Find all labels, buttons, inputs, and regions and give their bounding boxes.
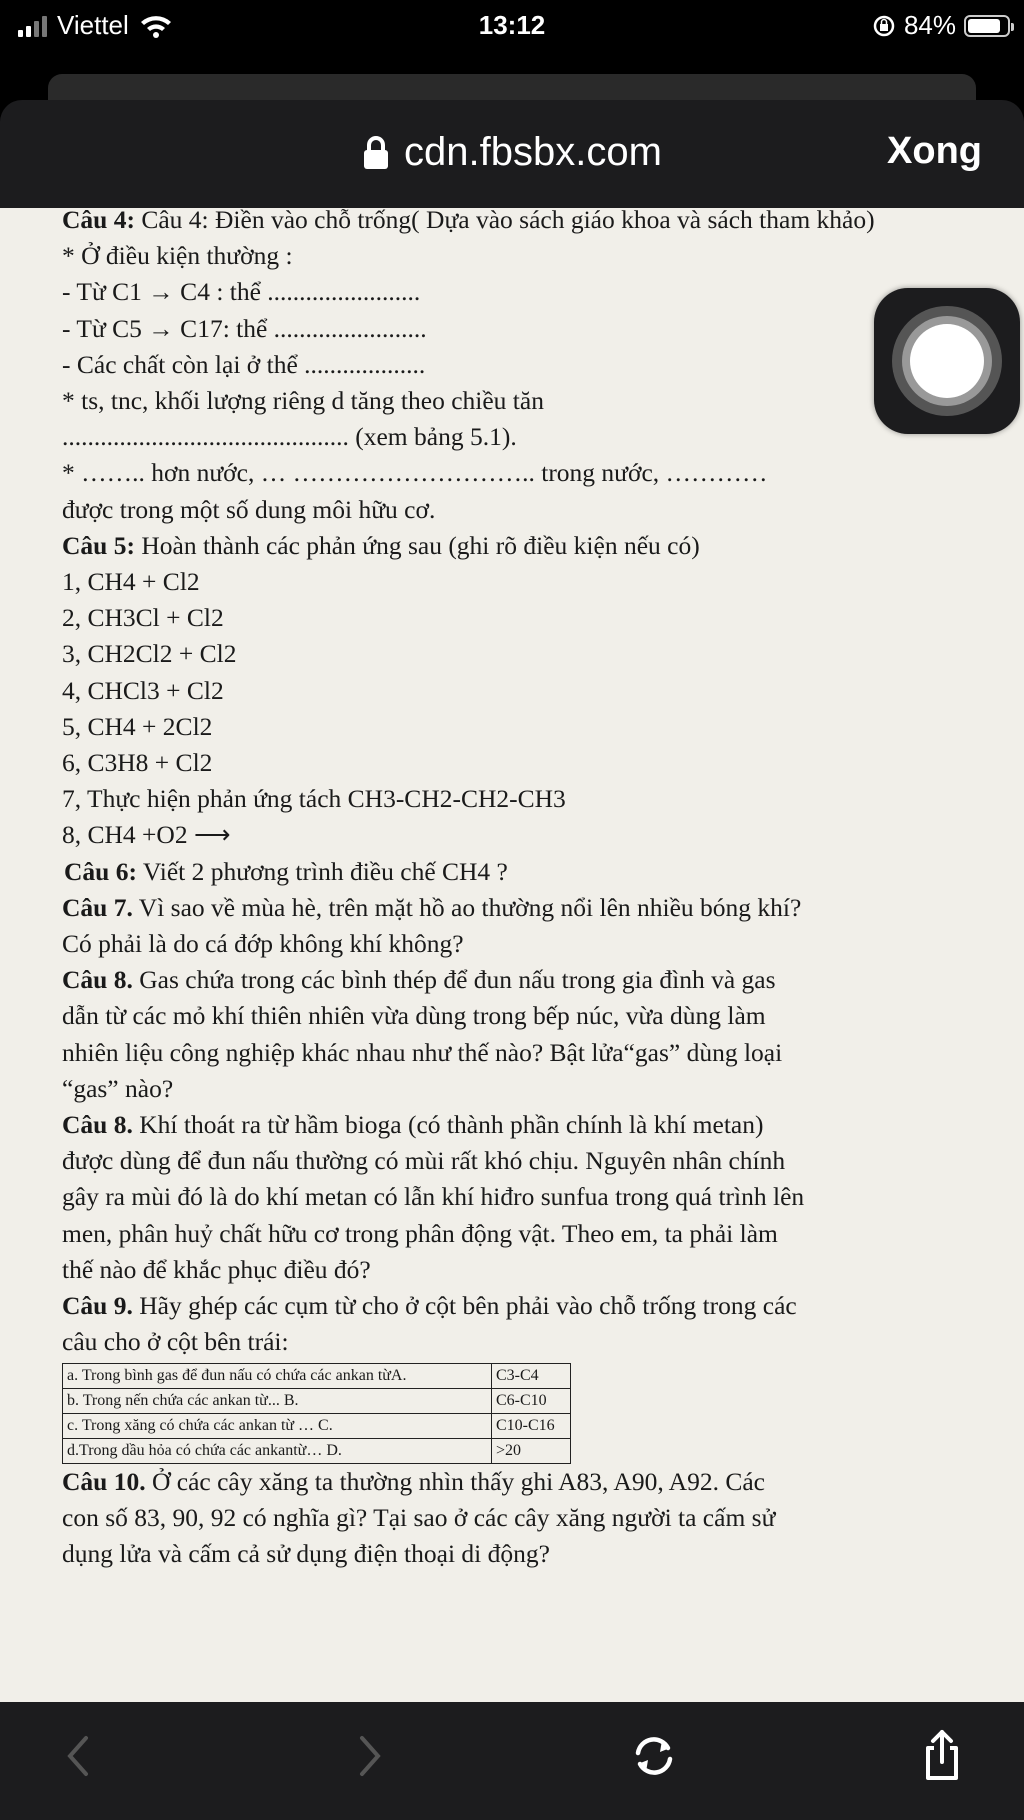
document-view[interactable] xyxy=(0,208,1024,1702)
q8b-line: được dùng để đun nấu thường có mùi rất khó chịu. Nguyên nhân chính xyxy=(62,1146,786,1176)
q5-title: Câu 5: xyxy=(62,530,135,560)
q9-title: Câu 9. xyxy=(62,1291,133,1321)
table-row xyxy=(63,1388,571,1413)
doc-line: * …….. hơn nước, … ……………………….. trong nước, ………… xyxy=(62,458,768,488)
table-row xyxy=(63,1363,571,1388)
q8a-line xyxy=(62,962,962,998)
doc-line: ............................................. (xem bảng 5.1). xyxy=(62,422,517,452)
reaction: 2, CH3Cl + Cl2 xyxy=(62,603,224,633)
doc-line: * ts, tnc, khối lượng riêng d tăng theo chiều tăn xyxy=(62,386,544,416)
doc-line: Câu 4: Điền vào chỗ trống( Dựa vào sách giáo khoa và sách tham khảo) xyxy=(141,208,875,234)
chevron-left-icon[interactable] xyxy=(48,1726,108,1786)
q10-text: Ở các cây xăng ta thường nhìn thấy ghi A83, A90, A92. Các xyxy=(145,1466,765,1496)
carrier-name: Viettel xyxy=(57,10,129,40)
q5-heading xyxy=(62,528,962,564)
share-icon[interactable] xyxy=(912,1726,972,1786)
q6-title: Câu 6: xyxy=(64,856,137,886)
q8b-line xyxy=(62,1107,962,1143)
status-bar xyxy=(0,0,1024,52)
table-row xyxy=(63,1413,571,1438)
table-cell-left: c. Trong xăng có chứa các ankan từ … C. xyxy=(63,1413,492,1438)
doc-line: - Từ C1 → C4 : thể ........................ xyxy=(62,277,421,307)
doc-line: - Các chất còn lại ở thể ................... xyxy=(62,349,426,379)
chevron-right-icon[interactable] xyxy=(340,1726,400,1786)
q10-title: Câu 10. xyxy=(62,1466,146,1496)
address-field[interactable] xyxy=(0,130,1024,175)
table-cell-right: C3-C4 xyxy=(492,1363,571,1388)
reaction: 6, C3H8 + Cl2 xyxy=(62,748,213,778)
url-text: cdn.fbsbx.com xyxy=(404,130,662,174)
q10-line xyxy=(62,1464,962,1500)
orientation-lock-icon xyxy=(872,14,896,38)
q7-title: Câu 7. xyxy=(62,892,133,922)
q8a-line: “gas” nào? xyxy=(62,1073,174,1103)
q5-text: Hoàn thành các phản ứng sau (ghi rõ điều kiện nếu có) xyxy=(134,530,700,560)
q4-title: Câu 4: Câu 4: Điền vào chỗ trống( Dựa vào sách giáo khoa và sách tham khảo) xyxy=(62,208,962,238)
battery-percent: 84% xyxy=(903,10,956,40)
doc-line: - Từ C5 → C17: thể ........................ xyxy=(62,313,427,343)
doc-line: * Ở điều kiện thường : xyxy=(62,241,293,271)
q7-line xyxy=(62,890,962,926)
document-page xyxy=(62,208,962,1572)
q8b-text: Khí thoát ra từ hầm bioga (có thành phần chính là khí metan) xyxy=(132,1110,764,1140)
q6-text: Viết 2 phương trình điều chế CH4 ? xyxy=(136,856,508,886)
matching-table xyxy=(62,1363,571,1464)
q8b-line: gây ra mùi đó là do khí metan có lẫn khí hiđro sunfua trong quá trình lên xyxy=(62,1182,805,1212)
table-cell-left: b. Trong nến chứa các ankan từ... B. xyxy=(63,1388,492,1413)
clock: 13:12 xyxy=(478,10,546,40)
reaction: 5, CH4 + 2Cl2 xyxy=(62,711,213,741)
q10-line: dụng lửa và cấm cả sử dụng điện thoại di động? xyxy=(62,1538,550,1568)
q7-text: Vì sao về mùa hè, trên mặt hồ ao thường nổi lên nhiều bóng khí? xyxy=(132,892,802,922)
q8a-line: nhiên liệu công nghiệp khác nhau như thế nào? Bật lửa“gas” dùng loại xyxy=(62,1037,783,1067)
q8a-text: Gas chứa trong các bình thép để đun nấu trong gia đình và gas xyxy=(132,965,776,995)
q8b-line: thế nào để khắc phục điều đó? xyxy=(62,1254,371,1284)
reload-icon[interactable] xyxy=(624,1726,684,1786)
battery-fill xyxy=(968,19,1000,33)
q9-line: câu cho ở cột bên trái: xyxy=(62,1327,289,1357)
q8b-title: Câu 8. xyxy=(62,1110,133,1140)
q9-text: Hãy ghép các cụm từ cho ở cột bên phải vào chỗ trống trong các xyxy=(132,1291,797,1321)
reaction: 7, Thực hiện phản ứng tách CH3-CH2-CH2-CH3 xyxy=(62,784,566,814)
url-bar xyxy=(0,100,1024,208)
q8a-line: dẫn từ các mỏ khí thiên nhiên vừa dùng trong bếp núc, vừa dùng làm xyxy=(62,1001,766,1031)
table-cell-right: >20 xyxy=(492,1438,571,1463)
table-cell-right: C10-C16 xyxy=(492,1413,571,1438)
table-cell-left: a. Trong bình gas để đun nấu có chứa các ankan từA. xyxy=(63,1363,492,1388)
q8b-line: men, phân huỷ chất hữu cơ trong phân động vật. Theo em, ta phải làm xyxy=(62,1218,778,1248)
assistive-touch-button[interactable] xyxy=(874,288,1020,434)
reaction: 1, CH4 + Cl2 xyxy=(62,567,200,597)
q10-line: con số 83, 90, 92 có nghĩa gì? Tại sao ở các cây xăng người ta cấm sử xyxy=(62,1502,776,1532)
tab-strip xyxy=(0,52,1024,100)
battery-icon xyxy=(964,15,1010,37)
reaction: 3, CH2Cl2 + Cl2 xyxy=(62,639,237,669)
status-right xyxy=(872,10,1010,41)
reaction: 4, CHCl3 + Cl2 xyxy=(62,675,224,705)
q6-heading xyxy=(62,854,962,890)
table-cell-left: d.Trong dầu hỏa có chứa các ankantừ… D. xyxy=(63,1438,492,1463)
reaction: 8, CH4 +O2 ⟶ xyxy=(62,820,231,850)
table-cell-right: C6-C10 xyxy=(492,1388,571,1413)
lock-icon xyxy=(362,135,390,171)
q9-line xyxy=(62,1288,962,1324)
done-button[interactable]: Xong xyxy=(887,130,982,172)
doc-line: được trong một số dung môi hữu cơ. xyxy=(62,494,436,524)
bottom-toolbar xyxy=(0,1702,1024,1820)
q7-line: Có phải là do cá đớp không khí không? xyxy=(62,929,464,959)
table-row xyxy=(63,1438,571,1463)
q8a-title: Câu 8. xyxy=(62,965,133,995)
